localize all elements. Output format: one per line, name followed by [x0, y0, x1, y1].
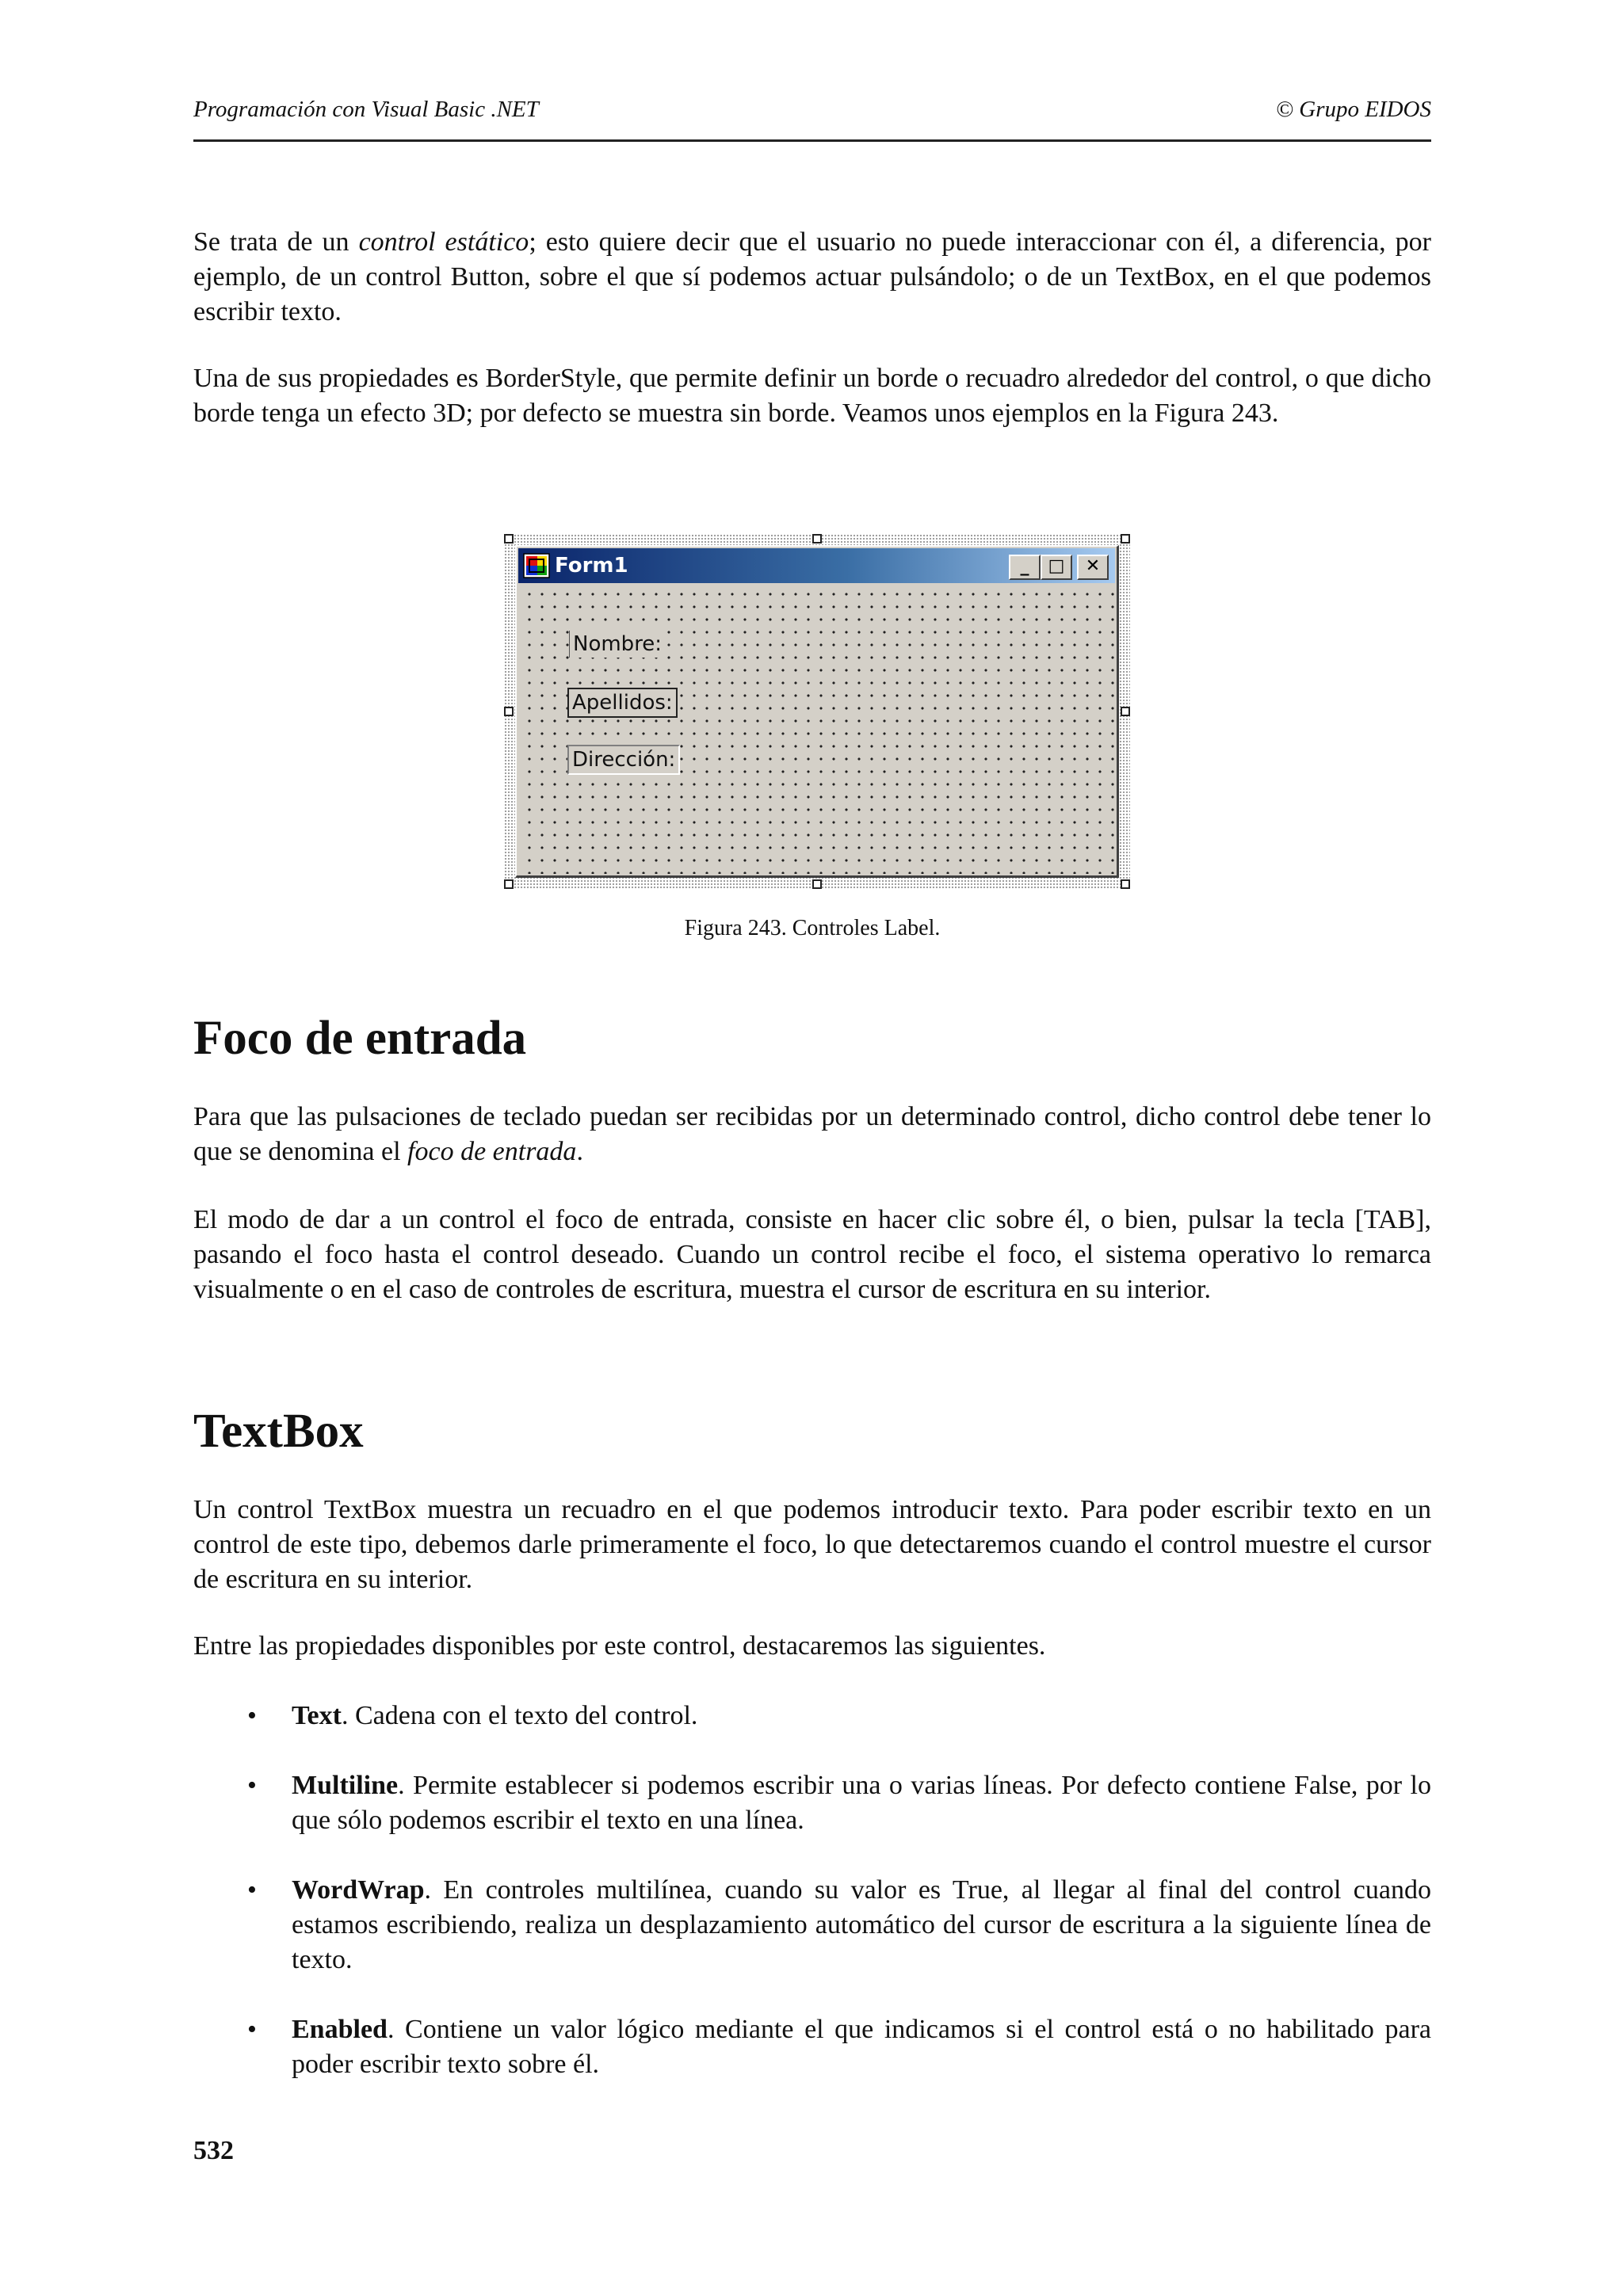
property-name: WordWrap — [292, 1875, 425, 1905]
header-publisher: © Grupo EIDOS — [1275, 97, 1431, 122]
bullet-icon: • — [247, 2015, 257, 2044]
header-book-title: Programación con Visual Basic .NET — [193, 97, 539, 122]
label-nombre[interactable]: Nombre: — [569, 631, 665, 658]
form1-window[interactable] — [515, 545, 1119, 878]
textbox-paragraph-1: Un control TextBox muestra un recuadro en el que podemos introducir texto. Para poder escribir texto en un control de este tipo, debemos darle primeramente el foco, lo que detectaremos cuando el control muestre el cursor de escritura en su interior. — [193, 1495, 1431, 1594]
resize-handle-top-left[interactable] — [504, 534, 514, 543]
figure-form-designer — [504, 534, 1130, 889]
minimize-button[interactable] — [1009, 555, 1041, 580]
running-header — [193, 93, 1431, 142]
label-direccion[interactable]: Dirección: — [567, 745, 680, 775]
property-name: Enabled — [292, 2015, 388, 2044]
property-name: Multiline — [292, 1771, 399, 1800]
form-app-icon — [523, 553, 550, 578]
maximize-button[interactable] — [1041, 555, 1072, 580]
textbox-paragraph-2: Entre las propiedades disponibles por este control, destacaremos las siguientes. — [193, 1631, 1046, 1661]
resize-handle-bottom-right[interactable] — [1121, 879, 1130, 889]
resize-handle-bottom-left[interactable] — [504, 879, 514, 889]
foco-paragraph-2: El modo de dar a un control el foco de entrada, consiste en hacer clic sobre él, o bien, pulsar la tecla [TAB], pasando el foco hasta el control deseado. Cuando un control recibe el foco, el sistema operativo lo remarca visualmente o en el caso de controles de escritura, muestra el cursor de escritura en su interior. — [193, 1205, 1431, 1304]
property-description: . Permite establecer si podemos escribir una o varias líneas. Por defecto contiene False, por lo que sólo podemos escribir el texto en una línea. — [292, 1771, 1431, 1835]
close-button[interactable] — [1077, 555, 1109, 580]
maximize-icon: □ — [1048, 556, 1065, 576]
resize-handle-top-right[interactable] — [1121, 534, 1130, 543]
page-number: 532 — [193, 2136, 234, 2165]
property-description: . En controles multilínea, cuando su valor es True, al llegar al final del control cuando estamos escribiendo, realiza un desplazamiento automático del cursor de escritura a la siguiente línea de texto. — [292, 1875, 1431, 1974]
property-description: . Cadena con el texto del control. — [341, 1701, 698, 1730]
bullet-icon: • — [247, 1875, 257, 1905]
bullet-icon: • — [247, 1701, 257, 1730]
close-icon: ✕ — [1085, 556, 1101, 576]
resize-handle-right[interactable] — [1121, 707, 1130, 716]
form-title-bar[interactable] — [518, 548, 1115, 583]
intro-paragraph-1: Se trata de un control estático; esto quiere decir que el usuario no puede interaccionar con él, a diferencia, por ejemplo, de un control Button, sobre el que sí podemos actuar pulsándolo; o de un TextBox, en el que podemos escribir texto. — [193, 227, 1431, 326]
emphasis-control-estatico: control estático — [358, 227, 529, 257]
foco-paragraph-1: Para que las pulsaciones de teclado puedan ser recibidas por un determinado control, dicho control debe tener lo que se denomina el foco de entrada. — [193, 1102, 1431, 1166]
heading-foco-de-entrada: Foco de entrada — [193, 1012, 527, 1065]
figure-caption: Figura 243. Controles Label. — [684, 916, 941, 940]
property-name: Text — [292, 1701, 342, 1730]
form-design-surface[interactable] — [518, 585, 1115, 874]
resize-handle-left[interactable] — [504, 707, 514, 716]
intro-paragraph-2: Una de sus propiedades es BorderStyle, que permite definir un borde o recuadro alrededor del control, o que dicho borde tenga un efecto 3D; por defecto se muestra sin borde. Veamos unos ejemplos en la Figura 243. — [193, 364, 1431, 428]
resize-handle-bottom[interactable] — [812, 879, 822, 889]
minimize-icon: _ — [1020, 556, 1029, 576]
property-description: . Contiene un valor lógico mediante el que indicamos si el control está o no habilitado para poder escribir texto sobre él. — [292, 2015, 1431, 2079]
form-title: Form1 — [555, 554, 628, 578]
heading-textbox: TextBox — [193, 1405, 364, 1458]
bullet-icon: • — [247, 1771, 257, 1800]
label-apellidos[interactable]: Apellidos: — [567, 688, 678, 718]
emphasis-foco-de-entrada: foco de entrada — [407, 1137, 577, 1166]
resize-handle-top[interactable] — [812, 534, 822, 543]
